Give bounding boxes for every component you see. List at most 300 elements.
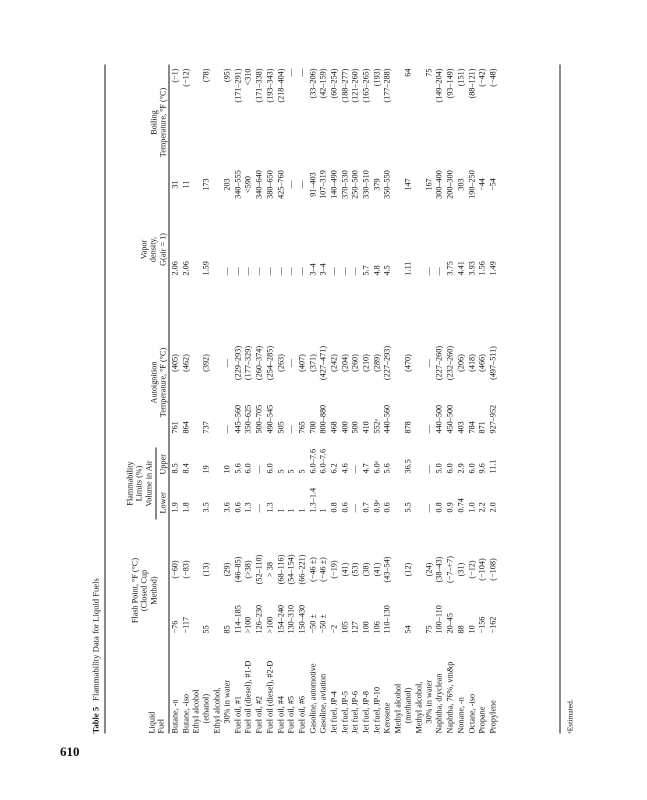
cell-bpc: (218–404) bbox=[275, 68, 285, 103]
cell-lower: 1 bbox=[318, 508, 328, 513]
table-row bbox=[382, 65, 393, 734]
fuel-name-line: Ethyl alcohol, bbox=[212, 687, 222, 734]
cell-aif: 500–705 bbox=[254, 404, 264, 434]
cell-vd: — bbox=[254, 267, 264, 276]
cell-aif: 927–952 bbox=[487, 404, 497, 434]
cell-aic: (177–329) bbox=[243, 345, 253, 381]
cell-bpc: (−12) bbox=[180, 68, 190, 87]
header-vapor-density bbox=[139, 220, 167, 280]
page-number: 610 bbox=[60, 744, 80, 759]
cell-vd: — bbox=[286, 267, 296, 276]
fuel-name bbox=[414, 636, 434, 734]
cell-vd: 4.5 bbox=[382, 265, 392, 276]
fuel-name bbox=[254, 636, 264, 734]
cell-vd: — bbox=[350, 267, 360, 276]
rotated-table bbox=[87, 57, 597, 740]
header-autoign-line1: Autoignition bbox=[149, 361, 158, 404]
cell-aif: 350–625 bbox=[243, 404, 253, 434]
cell-aic: (462) bbox=[180, 354, 190, 372]
cell-aif: — bbox=[222, 425, 232, 434]
fuel-name bbox=[286, 636, 296, 734]
cell-bpf: <590 bbox=[243, 176, 253, 193]
cell-aif: 468 bbox=[328, 421, 338, 434]
table-row bbox=[243, 65, 254, 734]
cell-bpf: — bbox=[286, 180, 296, 189]
cell-bpc: (88–121) bbox=[466, 68, 476, 99]
cell-vd: 1.56 bbox=[477, 261, 487, 276]
cell-aic: (392) bbox=[201, 354, 211, 372]
cell-lower: 1 bbox=[275, 508, 285, 513]
table-row bbox=[233, 65, 244, 734]
cell-upper: 6.0 bbox=[445, 463, 455, 474]
header-autoign-line2: Temperature, °F (°C) bbox=[158, 347, 168, 418]
cell-bpf: −44 bbox=[477, 178, 487, 191]
cell-upper: — bbox=[423, 465, 433, 474]
cell-fpf: −2 bbox=[328, 624, 338, 634]
cell-aif: 400 bbox=[339, 421, 349, 434]
table-row bbox=[414, 65, 435, 734]
cell-aif: 700 bbox=[307, 421, 317, 434]
cell-bpc: (149–204) bbox=[434, 68, 444, 103]
header-vapor-line1: Vapor bbox=[139, 239, 148, 260]
table-row bbox=[488, 65, 499, 734]
header-boiling bbox=[149, 72, 168, 174]
cell-fpf: 127 bbox=[350, 621, 360, 634]
cell-fpc: (−46 ±) bbox=[318, 557, 328, 582]
cell-aic: (227–260) bbox=[434, 345, 444, 381]
fuel-name bbox=[181, 636, 191, 734]
cell-aic: (232–260) bbox=[445, 345, 455, 381]
cell-vd: 4.41 bbox=[455, 261, 465, 276]
cell-aif: 440–500 bbox=[434, 404, 444, 434]
cell-fpc: (24) bbox=[423, 562, 433, 577]
cell-fpc: > 38 bbox=[264, 562, 274, 577]
cell-upper: 8.4 bbox=[180, 463, 190, 474]
cell-upper: — bbox=[350, 465, 360, 474]
cell-lower: 0.74 bbox=[455, 498, 465, 513]
table-row bbox=[265, 65, 276, 734]
table-body bbox=[170, 65, 499, 734]
cell-fpf: 154–240 bbox=[275, 604, 285, 634]
cell-lower: 3.6 bbox=[222, 502, 232, 513]
cell-bpf: 200–300 bbox=[445, 170, 455, 199]
fuel-name-line: 30% in water bbox=[423, 679, 433, 724]
cell-fpf: 130–310 bbox=[286, 604, 296, 634]
cell-fpf: >100 bbox=[243, 616, 253, 634]
cell-lower: 2.0 bbox=[487, 502, 497, 513]
cell-fpf: −162 bbox=[487, 616, 497, 634]
cell-lower: 0.8 bbox=[328, 502, 338, 513]
cell-aic: (206) bbox=[455, 354, 465, 372]
cell-lower: 0.6 bbox=[232, 502, 242, 513]
cell-bpc: (93–149) bbox=[445, 68, 455, 99]
cell-upper: 5.6 bbox=[232, 463, 242, 474]
table-row bbox=[318, 65, 329, 734]
fuel-name-line: (ethanol) bbox=[201, 693, 211, 724]
header-flash-point bbox=[130, 546, 158, 636]
fuel-name-line: Butane, -n bbox=[170, 699, 179, 734]
cell-bpc: (151) bbox=[455, 68, 465, 87]
cell-bpc: <310 bbox=[243, 68, 253, 86]
fuel-name-line: (methanol) bbox=[403, 687, 413, 724]
cell-upper: 4.7 bbox=[361, 463, 370, 474]
table-row bbox=[361, 65, 372, 734]
cell-aif: 864 bbox=[180, 421, 190, 434]
fuel-name-line: Ethyl alcohol bbox=[191, 689, 201, 734]
cell-upper: 5.6 bbox=[382, 463, 392, 474]
cell-bpc: 64 bbox=[403, 68, 413, 77]
cell-lower: 1.9 bbox=[170, 502, 179, 513]
cell-fpf: 126–230 bbox=[254, 604, 264, 634]
fuel-name-line: Fuel oil, #1 bbox=[232, 695, 242, 734]
cell-vd: — bbox=[243, 267, 253, 276]
cell-vd: — bbox=[434, 267, 444, 276]
cell-fpc: (43–54) bbox=[382, 556, 392, 583]
header-rule bbox=[168, 65, 169, 734]
cell-bpc: (188–277) bbox=[339, 68, 349, 103]
cell-fpc: (29) bbox=[222, 562, 232, 577]
cell-lower: 0.6 bbox=[339, 502, 349, 513]
table-row bbox=[340, 65, 351, 734]
cell-fpf: 114–185 bbox=[232, 605, 242, 634]
cell-fpc: (31) bbox=[455, 562, 465, 577]
header-vapor-line2: density, bbox=[148, 236, 158, 263]
fuel-name bbox=[488, 636, 498, 734]
cell-fpf: >100 bbox=[264, 616, 274, 634]
cell-fpf: −50 ± bbox=[318, 614, 328, 634]
cell-bpf: 379 bbox=[371, 178, 381, 191]
cell-fpf: 110–130 bbox=[382, 605, 392, 634]
cell-fpf: 75 bbox=[423, 625, 433, 634]
table-row bbox=[308, 65, 319, 734]
cell-bpc: (121–260) bbox=[350, 68, 360, 103]
fuel-name bbox=[340, 636, 350, 734]
cell-bpc: (95) bbox=[222, 68, 232, 83]
fuel-name-line: Methyl alcohol, bbox=[413, 681, 423, 734]
cell-fpc: (52–110) bbox=[254, 554, 264, 585]
cell-bpf: 250–500 bbox=[350, 170, 360, 199]
cell-lower: 5.5 bbox=[403, 502, 413, 513]
cell-fpc: (68–116) bbox=[275, 554, 285, 585]
fuel-name-line: Jet fuel, JP-8 bbox=[361, 690, 370, 734]
cell-bpc: — bbox=[286, 68, 296, 77]
table-title-text: Flammability Data for Liquid Fuels bbox=[90, 578, 100, 701]
cell-aic: (210) bbox=[361, 354, 370, 372]
cell-upper: 36.5 bbox=[403, 459, 413, 474]
cell-upper: 6.0–7.6 bbox=[318, 448, 328, 474]
top-rule bbox=[104, 65, 105, 734]
cell-vd: — bbox=[222, 267, 232, 276]
cell-fpc: (−46 ±) bbox=[307, 557, 317, 582]
cell-aic: (289) bbox=[371, 354, 381, 372]
fuel-name-line: Fuel oil (diesel), #1-D bbox=[243, 660, 253, 734]
cell-upper: 5 bbox=[296, 469, 306, 474]
cell-vd: 3–4 bbox=[307, 263, 317, 276]
fuel-name bbox=[243, 636, 253, 734]
flammability-rule bbox=[155, 448, 156, 520]
header-fuel-line2: Fuel bbox=[156, 718, 166, 734]
cell-aif: 490–545 bbox=[264, 404, 274, 434]
cell-bpc: (−42) bbox=[477, 68, 487, 87]
table-label: Table 5 bbox=[90, 706, 100, 734]
cell-lower: — bbox=[350, 504, 360, 513]
cell-upper: 6.0 bbox=[264, 463, 274, 474]
cell-bpc: (171–338) bbox=[254, 68, 264, 103]
cell-aif: — bbox=[286, 425, 296, 434]
cell-bpf: 31 bbox=[170, 180, 179, 189]
header-flammability bbox=[125, 448, 153, 520]
fuel-name-line: Fuel oil, #6 bbox=[296, 695, 306, 734]
cell-upper: 6.0ᵃ bbox=[371, 461, 381, 474]
cell-lower: 0.9 bbox=[445, 502, 455, 513]
cell-bpc: (60–254) bbox=[328, 68, 338, 99]
cell-lower: 0.9ᵃ bbox=[371, 500, 381, 513]
cell-fpc: (41) bbox=[371, 562, 381, 577]
cell-bpf: 91–403 bbox=[307, 172, 317, 197]
fuel-name bbox=[308, 636, 318, 734]
cell-aif: 765 bbox=[296, 421, 306, 434]
cell-upper: 5 bbox=[286, 469, 296, 474]
cell-fpf: 85 bbox=[222, 625, 232, 634]
cell-bpc: (171–291) bbox=[232, 68, 242, 103]
cell-upper: — bbox=[254, 465, 264, 474]
cell-aif: 403 bbox=[455, 421, 465, 434]
cell-bpf: 303 bbox=[455, 178, 465, 191]
header-fuel bbox=[147, 712, 166, 734]
cell-fpc: (54–154) bbox=[286, 554, 296, 585]
cell-upper: 6.2 bbox=[328, 463, 338, 474]
cell-vd: 1.59 bbox=[201, 261, 211, 276]
cell-aif: — bbox=[423, 425, 433, 434]
cell-bpf: 203 bbox=[222, 178, 232, 191]
fuel-name-line: Jet fuel, JP-4 bbox=[328, 690, 338, 734]
cell-bpf: 340–555 bbox=[232, 170, 242, 199]
fuel-name-line: Fuel oil (diesel), #2-D bbox=[264, 660, 274, 734]
header-flash-line1: Flash Point, °F (°C) bbox=[130, 557, 139, 624]
cell-vd: — bbox=[296, 267, 306, 276]
cell-fpf: 105 bbox=[339, 621, 349, 634]
header-flam-line1: Flammability bbox=[125, 461, 134, 506]
header-vapor-line3: G(air = 1) bbox=[157, 233, 167, 266]
cell-vd: 1.49 bbox=[487, 261, 497, 276]
fuel-name-line: Gasoline, automotive bbox=[307, 663, 317, 734]
cell-aic: (263) bbox=[275, 354, 285, 372]
fuel-name-line: Butane, -iso bbox=[180, 693, 190, 734]
cell-aic: (418) bbox=[466, 354, 476, 372]
fuel-name bbox=[276, 636, 286, 734]
cell-bpf: 190–250 bbox=[466, 170, 476, 199]
cell-bpc: (193) bbox=[371, 68, 381, 87]
cell-fpc: (46–85) bbox=[232, 556, 242, 583]
fuel-name-line: Gasoline, aviation bbox=[318, 673, 328, 734]
cell-vd: 2.06 bbox=[170, 261, 179, 276]
cell-aic: (427–471) bbox=[318, 345, 328, 381]
cell-lower: 1 bbox=[296, 508, 306, 513]
fuel-name-line: Octane, -iso bbox=[466, 693, 476, 734]
cell-aic: — bbox=[222, 358, 232, 368]
fuel-name-line: Propane bbox=[477, 706, 487, 734]
cell-bpc: (42–159) bbox=[318, 68, 328, 99]
fuel-name bbox=[445, 636, 455, 734]
table-row bbox=[286, 65, 297, 734]
cell-aif: 505 bbox=[275, 421, 285, 434]
cell-aic: (254–285) bbox=[264, 345, 274, 381]
cell-lower: 1.3 bbox=[243, 502, 253, 513]
cell-bpf: 350–550 bbox=[382, 170, 392, 199]
fuel-name-line: 30% in water bbox=[222, 679, 232, 724]
table-row bbox=[297, 65, 308, 734]
cell-aif: 737 bbox=[201, 421, 211, 434]
table-row bbox=[276, 65, 287, 734]
cell-bpf: 300–400 bbox=[434, 170, 444, 199]
cell-aic: (229–293) bbox=[232, 345, 242, 381]
cell-aif: 445–560 bbox=[232, 404, 242, 434]
fuel-name bbox=[191, 636, 211, 734]
cell-aif: 450–500 bbox=[445, 404, 455, 434]
cell-vd: 4.8 bbox=[371, 265, 381, 276]
cell-fpf: 100 bbox=[361, 621, 370, 634]
cell-aic: (242) bbox=[328, 354, 338, 372]
cell-vd: 3.93 bbox=[466, 261, 476, 276]
cell-bpc: (177–288) bbox=[382, 68, 392, 103]
fuel-name-line: Methyl alcohol bbox=[393, 683, 403, 734]
cell-fpc: (−108) bbox=[487, 558, 497, 581]
cell-vd: 5.7 bbox=[361, 265, 370, 276]
header-flam-line3: Volume in Air bbox=[143, 460, 153, 507]
cell-aic: (405) bbox=[170, 354, 179, 372]
table-title bbox=[90, 578, 100, 733]
fuel-name-line: Fuel oil, #5 bbox=[286, 695, 296, 734]
cell-fpf: −50 ± bbox=[307, 614, 317, 634]
fuel-name-line: Kerosene bbox=[382, 702, 392, 734]
cell-fpc: (66–221) bbox=[296, 554, 306, 585]
header-autoignition bbox=[149, 332, 168, 434]
table-row bbox=[445, 65, 456, 734]
cell-vd: — bbox=[423, 267, 433, 276]
cell-aif: 410 bbox=[361, 421, 370, 434]
fuel-name bbox=[467, 636, 477, 734]
fuel-name bbox=[265, 636, 275, 734]
cell-aic: (227–293) bbox=[382, 345, 392, 381]
fuel-name bbox=[170, 636, 180, 734]
fuel-name-line: Naphtha, 76%, vm&p bbox=[445, 661, 455, 734]
cell-bpc: — bbox=[296, 68, 306, 77]
cell-upper: 2.9 bbox=[455, 463, 465, 474]
table-row bbox=[254, 65, 265, 734]
cell-fpc: (38–43) bbox=[434, 556, 444, 583]
cell-fpc: (−12) bbox=[466, 560, 476, 579]
cell-aif: 500 bbox=[350, 421, 360, 434]
cell-bpc: (33–206) bbox=[307, 68, 317, 99]
cell-bpc: (−1) bbox=[170, 68, 179, 83]
cell-fpf: 20–45 bbox=[445, 613, 455, 634]
cell-upper: 6.0–7.6 bbox=[307, 448, 317, 474]
header-boiling-line2: Temperature, °F (°C) bbox=[158, 87, 168, 158]
table-row bbox=[467, 65, 478, 734]
fuel-name bbox=[372, 636, 382, 734]
cell-aic: (470) bbox=[403, 354, 413, 372]
fuel-name-line: Nonane, -n bbox=[455, 697, 465, 734]
cell-bpf: 167 bbox=[423, 178, 433, 191]
cell-upper: 10 bbox=[222, 465, 232, 474]
cell-fpc: (41) bbox=[339, 562, 349, 577]
cell-aif: 871 bbox=[477, 421, 487, 434]
cell-bpf: 107–319 bbox=[318, 170, 328, 199]
header-fuel-line1: Liquid bbox=[147, 711, 156, 734]
header-lower: Lower bbox=[158, 492, 167, 514]
cell-bpf: 147 bbox=[403, 178, 413, 191]
cell-vd: — bbox=[264, 267, 274, 276]
cell-vd: — bbox=[275, 267, 285, 276]
cell-bpf: 425–760 bbox=[275, 170, 285, 199]
cell-fpf: −156 bbox=[477, 616, 487, 634]
cell-aif: 552ᵃ bbox=[371, 418, 381, 434]
footnote: ᵃEstimated. bbox=[565, 699, 574, 734]
cell-lower: 0.8 bbox=[434, 502, 444, 513]
fuel-name-line: Jet fuel, JP-6 bbox=[350, 690, 360, 734]
cell-aic: (466) bbox=[477, 354, 487, 372]
fuel-name-line: Fuel oil, #2 bbox=[254, 695, 264, 734]
cell-fpf: 10 bbox=[466, 625, 476, 634]
cell-bpc: (165–265) bbox=[361, 68, 370, 103]
cell-bpf: −54 bbox=[487, 178, 497, 191]
cell-upper: 6.0 bbox=[243, 463, 253, 474]
cell-upper: 11.1 bbox=[487, 459, 497, 474]
cell-aic: — bbox=[286, 358, 296, 368]
cell-fpc: (>38) bbox=[243, 560, 253, 579]
fuel-name bbox=[212, 636, 232, 734]
cell-lower: 1.3 bbox=[264, 502, 274, 513]
cell-fpf: 150–430 bbox=[296, 604, 306, 634]
cell-bpc: (193–343) bbox=[264, 68, 274, 103]
cell-fpc: (−60) bbox=[170, 560, 179, 579]
cell-lower: — bbox=[423, 504, 433, 513]
fuel-name bbox=[434, 636, 444, 734]
fuel-name bbox=[477, 636, 487, 734]
cell-lower: 3.5 bbox=[201, 502, 211, 513]
cell-lower: 0.6 bbox=[382, 502, 392, 513]
cell-fpc: (−19) bbox=[328, 560, 338, 579]
header-upper: Upper bbox=[158, 454, 167, 475]
cell-vd: 1.11 bbox=[403, 261, 413, 276]
header-boiling-line1: Boiling bbox=[149, 110, 158, 135]
cell-lower: 1 bbox=[286, 508, 296, 513]
cell-bpf: 173 bbox=[201, 178, 211, 191]
fuel-name-line: Propylene bbox=[487, 700, 497, 734]
bottom-rule bbox=[559, 65, 560, 734]
table-row bbox=[191, 65, 212, 734]
cell-lower: 1.8 bbox=[180, 502, 190, 513]
fuel-name bbox=[297, 636, 307, 734]
fuel-name bbox=[361, 636, 371, 734]
table-row bbox=[372, 65, 383, 734]
fuel-name-line: Naphtha, dryclean bbox=[434, 673, 444, 734]
cell-bpc: 75 bbox=[423, 68, 433, 77]
cell-bpf: 340–640 bbox=[254, 170, 264, 199]
header-flash-line2: (Closed Cup bbox=[139, 569, 149, 612]
cell-bpf: 370–530 bbox=[339, 170, 349, 199]
cell-bpc: (78) bbox=[201, 68, 211, 83]
cell-aic: (204) bbox=[339, 354, 349, 372]
cell-lower: — bbox=[254, 504, 264, 513]
cell-vd: 3.75 bbox=[445, 261, 455, 276]
fuel-name-line: Jet fuel, JP-10 bbox=[371, 686, 381, 734]
table-row bbox=[170, 65, 181, 734]
fuel-name bbox=[329, 636, 339, 734]
cell-aif: 800–880 bbox=[318, 404, 328, 434]
fuel-name bbox=[456, 636, 466, 734]
table-row bbox=[477, 65, 488, 734]
